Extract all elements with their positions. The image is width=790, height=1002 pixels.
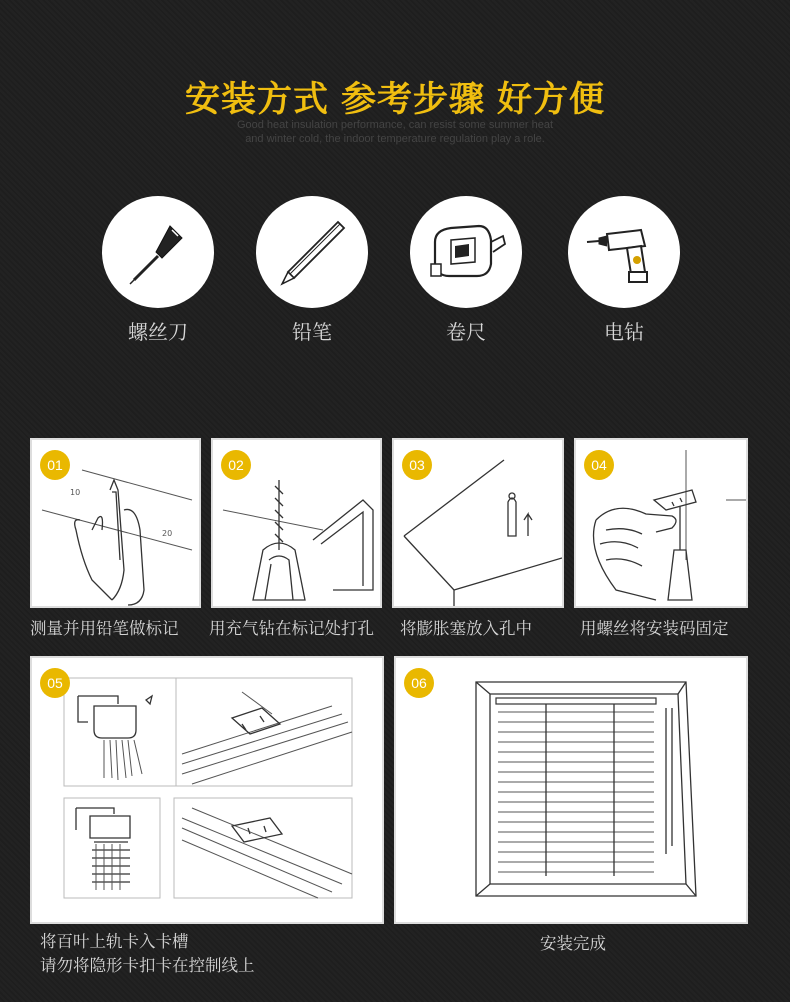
subtitle — [0, 118, 790, 146]
step-number-badge: 05 — [40, 668, 70, 698]
step-number-badge: 06 — [404, 668, 434, 698]
title-part-1: 安装方式 — [184, 80, 329, 120]
step-number-badge: 02 — [221, 450, 251, 480]
tool-screwdriver — [100, 196, 216, 345]
step-card-04 — [574, 438, 748, 608]
tool-label: 电钻 — [604, 320, 644, 344]
tool-tape-measure — [408, 196, 524, 345]
ruler-mark-20: 20 — [162, 529, 173, 538]
tool-label: 螺丝刀 — [128, 320, 188, 344]
subtitle-line-2: and winter cold, the indoor temperature regulation play a role. — [245, 133, 545, 145]
step-caption-03: 将膨胀塞放入孔中 — [400, 619, 532, 638]
step-caption-01: 测量并用铅笔做标记 — [30, 619, 179, 638]
step-card-03 — [392, 438, 564, 608]
tool-label: 铅笔 — [292, 320, 332, 344]
step-card-01 — [30, 438, 201, 608]
step-number-badge: 03 — [402, 450, 432, 480]
subtitle-line-1: Good heat insulation performance, can resist some summer heat — [236, 119, 554, 131]
title-part-2: 参考步骤 — [340, 80, 485, 120]
step-number-badge: 04 — [584, 450, 614, 480]
step-caption-05-line-1: 将百叶上轨卡入卡槽 — [40, 932, 189, 951]
title-part-3: 好方便 — [497, 80, 606, 120]
step-caption-02: 用充气钻在标记处打孔 — [209, 619, 374, 638]
step-caption-05-line-2: 请勿将隐形卡扣卡在控制线上 — [40, 956, 255, 975]
tape-measure-icon — [421, 212, 511, 292]
ruler-mark-10: 10 — [70, 488, 81, 497]
step-card-02 — [211, 438, 382, 608]
step-caption-04: 用螺丝将安装码固定 — [580, 619, 729, 638]
pencil-icon — [272, 212, 352, 292]
page-title — [0, 72, 790, 122]
step-05-illustration — [32, 658, 382, 922]
tool-electric-drill — [566, 196, 682, 345]
step-number-badge: 01 — [40, 450, 70, 480]
tool-label: 卷尺 — [446, 320, 486, 344]
step-card-06 — [394, 656, 748, 924]
tool-pencil — [254, 196, 370, 345]
step-caption-05 — [40, 930, 255, 978]
step-caption-06: 安装完成 — [540, 934, 606, 953]
step-card-05 — [30, 656, 384, 924]
step-06-illustration — [396, 658, 746, 922]
electric-drill-icon — [579, 212, 669, 292]
screwdriver-icon — [118, 212, 198, 292]
blind-slats — [498, 712, 654, 872]
